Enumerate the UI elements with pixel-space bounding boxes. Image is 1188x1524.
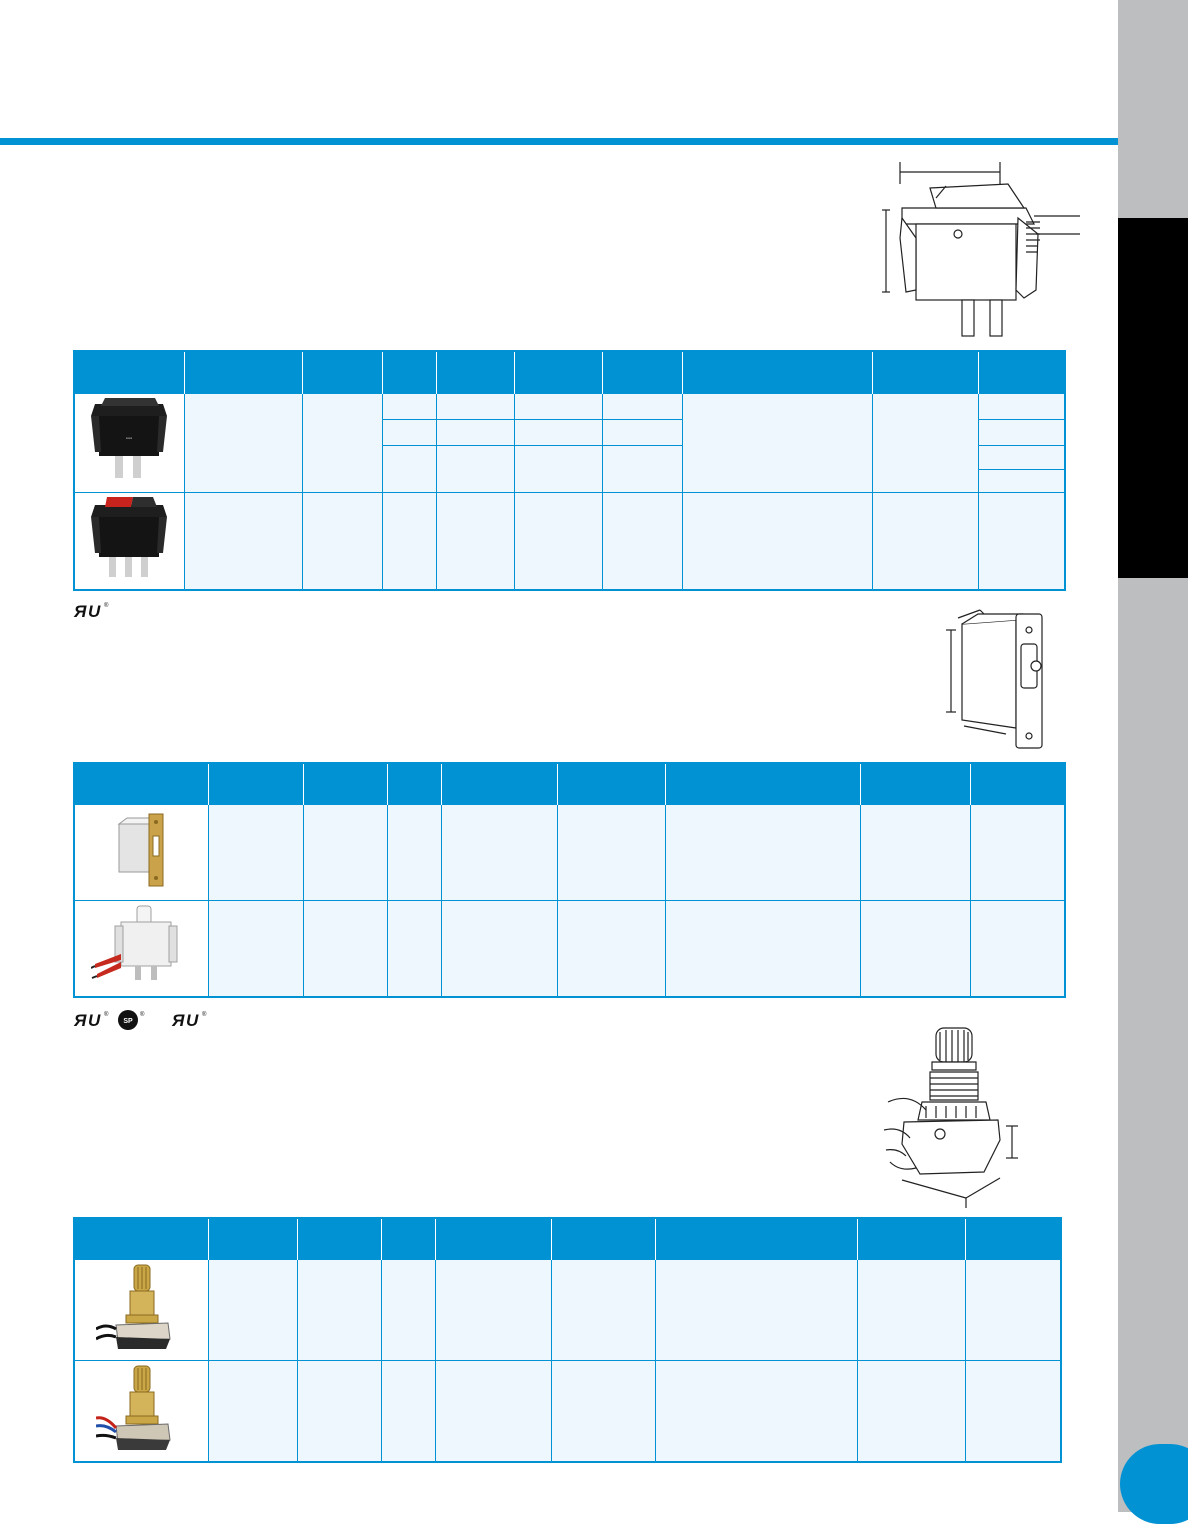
svg-text:®: ® xyxy=(104,1012,109,1018)
svg-text:Я: Я xyxy=(74,602,87,621)
column-header xyxy=(970,763,1065,805)
ul-recognized-mark-icon xyxy=(72,600,112,622)
table-cell xyxy=(978,470,1065,492)
table-cell xyxy=(602,446,682,493)
svg-text:U: U xyxy=(88,602,101,621)
table-cell xyxy=(965,1260,1061,1361)
certification-marks xyxy=(72,1008,210,1032)
table-cell xyxy=(860,901,970,997)
column-header xyxy=(655,1218,857,1260)
table-row xyxy=(74,901,1065,997)
rocker-switch-spec-table xyxy=(73,350,1066,591)
svg-text:®: ® xyxy=(104,603,109,609)
table-cell xyxy=(381,1260,435,1361)
column-header xyxy=(965,1218,1061,1260)
column-header xyxy=(978,351,1065,393)
table-header-row xyxy=(74,351,1065,393)
table-row xyxy=(74,1260,1061,1361)
column-header xyxy=(514,351,602,393)
svg-text:®: ® xyxy=(202,1012,207,1018)
table-cell xyxy=(208,1260,297,1361)
table-cell xyxy=(297,1260,381,1361)
page-number-badge xyxy=(1120,1444,1188,1524)
column-header xyxy=(602,351,682,393)
table-cell xyxy=(682,492,872,590)
table-cell xyxy=(184,492,302,590)
column-header xyxy=(208,1218,297,1260)
table-cell xyxy=(303,805,387,901)
table-cell xyxy=(441,805,557,901)
table-cell xyxy=(382,492,436,590)
column-header xyxy=(208,763,303,805)
table-cell xyxy=(435,1361,551,1462)
table-cell xyxy=(665,901,860,997)
table-cell xyxy=(970,901,1065,997)
table-row xyxy=(74,805,1065,901)
table-cell xyxy=(551,1260,655,1361)
table-cell xyxy=(381,1361,435,1462)
table-cell xyxy=(978,393,1065,419)
table-cell xyxy=(682,393,872,492)
table-cell xyxy=(514,419,602,445)
rocker-switch-dimension-drawing xyxy=(876,158,1086,344)
ul-listed-mark-icon xyxy=(72,1009,112,1031)
table-row xyxy=(74,492,1065,590)
table-cell xyxy=(387,805,441,901)
table-cell xyxy=(436,393,514,419)
table-cell xyxy=(382,419,436,445)
table-cell xyxy=(602,492,682,590)
table-cell xyxy=(297,1361,381,1462)
column-header xyxy=(860,763,970,805)
product-photo-cell xyxy=(74,901,208,997)
table-cell xyxy=(514,393,602,419)
column-header xyxy=(297,1218,381,1260)
table-cell xyxy=(436,419,514,445)
certification-marks xyxy=(72,600,112,622)
section-tab xyxy=(1118,218,1188,578)
rotary-switch-spec-table xyxy=(73,1217,1062,1463)
table-cell xyxy=(303,901,387,997)
column-header xyxy=(682,351,872,393)
door-switch-dimension-drawing xyxy=(942,608,1052,754)
table-cell xyxy=(602,419,682,445)
column-header xyxy=(302,351,382,393)
table-cell xyxy=(655,1361,857,1462)
svg-text:®: ® xyxy=(140,1012,145,1018)
ul-recognized-mark-icon xyxy=(170,1009,210,1031)
column-header xyxy=(557,763,665,805)
table-cell xyxy=(208,901,303,997)
product-photo-cell xyxy=(74,393,184,492)
table-cell xyxy=(302,492,382,590)
table-cell xyxy=(978,446,1065,470)
table-cell xyxy=(872,393,978,492)
table-cell xyxy=(978,419,1065,445)
table-header-row xyxy=(74,1218,1061,1260)
column-header xyxy=(74,763,208,805)
product-photo-cell xyxy=(74,1260,208,1361)
black-rocker-switch-photo xyxy=(89,394,169,486)
door-switch-spec-table xyxy=(73,762,1066,998)
column-header xyxy=(441,763,557,805)
table-cell xyxy=(978,492,1065,590)
column-header xyxy=(303,763,387,805)
table-cell xyxy=(441,901,557,997)
table-cell xyxy=(965,1361,1061,1462)
table-cell xyxy=(514,492,602,590)
table-cell xyxy=(184,393,302,492)
table-cell xyxy=(382,446,436,493)
brass-rotary-switch-photo xyxy=(96,1263,186,1353)
table-cell xyxy=(860,805,970,901)
table-cell xyxy=(655,1260,857,1361)
svg-text:▪▪▪: ▪▪▪ xyxy=(126,436,133,443)
table-cell xyxy=(382,393,436,419)
table-cell xyxy=(436,446,514,493)
red-illuminated-rocker-switch-photo xyxy=(89,493,169,583)
column-header xyxy=(74,351,184,393)
svg-text:SP: SP xyxy=(123,1018,133,1025)
product-photo-cell xyxy=(74,805,208,901)
table-cell xyxy=(857,1361,965,1462)
table-cell xyxy=(208,1361,297,1462)
white-pushbutton-door-switch-photo xyxy=(91,904,191,988)
table-cell xyxy=(970,805,1065,901)
table-header-row xyxy=(74,763,1065,805)
table-cell xyxy=(557,805,665,901)
table-cell xyxy=(387,901,441,997)
table-cell xyxy=(857,1260,965,1361)
column-header xyxy=(184,351,302,393)
column-header xyxy=(551,1218,655,1260)
plunger-door-switch-photo xyxy=(111,810,171,890)
column-header xyxy=(857,1218,965,1260)
column-header xyxy=(387,763,441,805)
rotary-switch-dimension-drawing xyxy=(880,1022,1030,1212)
table-cell xyxy=(602,393,682,419)
table-cell xyxy=(208,805,303,901)
svg-text:Я: Я xyxy=(172,1011,185,1030)
table-cell xyxy=(436,492,514,590)
svg-text:U: U xyxy=(186,1011,199,1030)
csa-mark-icon xyxy=(116,1008,146,1032)
table-cell xyxy=(551,1361,655,1462)
column-header xyxy=(381,1218,435,1260)
table-cell xyxy=(557,901,665,997)
column-header xyxy=(382,351,436,393)
header-rule xyxy=(0,138,1118,145)
table-row xyxy=(74,393,1065,419)
product-photo-cell xyxy=(74,1361,208,1462)
table-cell xyxy=(665,805,860,901)
brass-rotary-switch-colored-leads-photo xyxy=(96,1364,186,1454)
column-header xyxy=(435,1218,551,1260)
table-cell xyxy=(435,1260,551,1361)
product-photo-cell xyxy=(74,492,184,590)
column-header xyxy=(74,1218,208,1260)
table-row xyxy=(74,1361,1061,1462)
svg-text:Я: Я xyxy=(74,1011,87,1030)
column-header xyxy=(872,351,978,393)
column-header xyxy=(665,763,860,805)
column-header xyxy=(436,351,514,393)
table-cell xyxy=(514,446,602,493)
table-cell xyxy=(872,492,978,590)
table-cell xyxy=(302,393,382,492)
svg-text:U: U xyxy=(88,1011,101,1030)
